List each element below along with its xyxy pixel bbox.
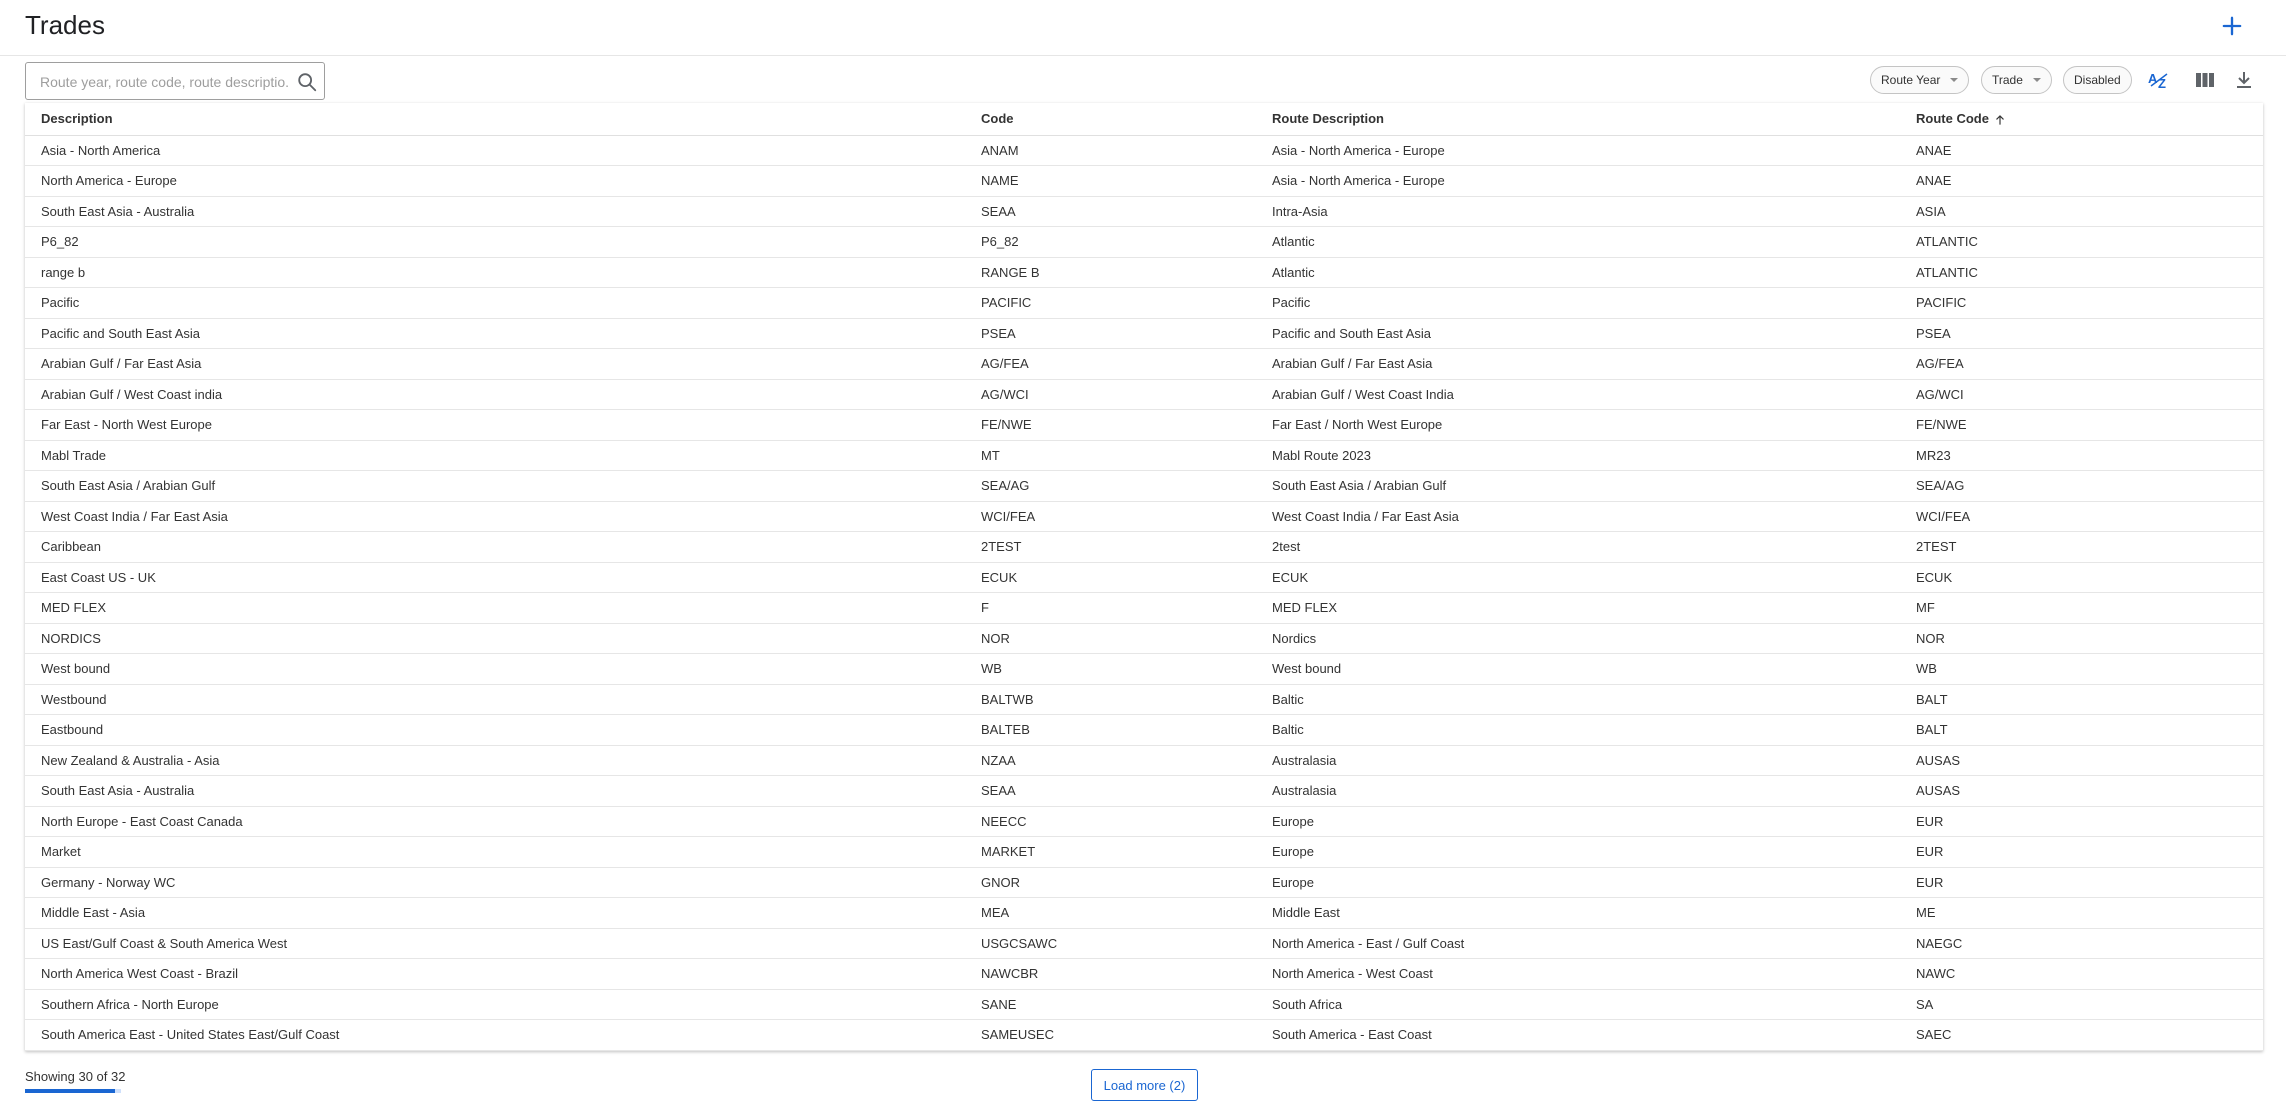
cell-description: North Europe - East Coast Canada — [25, 806, 965, 837]
table-row[interactable] — [25, 806, 2263, 837]
cell-route-code: NOR — [1900, 623, 2263, 654]
table-row[interactable] — [25, 410, 2263, 441]
table-row[interactable] — [25, 715, 2263, 746]
cell-description: Caribbean — [25, 532, 965, 563]
cell-route-description: Pacific and South East Asia — [1256, 318, 1900, 349]
cell-description: P6_82 — [25, 227, 965, 258]
route-year-filter[interactable] — [1870, 66, 1969, 94]
search-field[interactable] — [25, 62, 325, 100]
cell-code: FE/NWE — [965, 410, 1256, 441]
cell-route-description: Australasia — [1256, 745, 1900, 776]
cell-route-description: South America - East Coast — [1256, 1020, 1900, 1051]
cell-route-description: Asia - North America - Europe — [1256, 135, 1900, 166]
disabled-filter-label: Disabled — [2074, 73, 2121, 87]
table-row[interactable] — [25, 745, 2263, 776]
cell-code: WCI/FEA — [965, 501, 1256, 532]
cell-description: New Zealand & Australia - Asia — [25, 745, 965, 776]
table-row[interactable] — [25, 562, 2263, 593]
table-header-row — [25, 103, 2263, 135]
cell-code: GNOR — [965, 867, 1256, 898]
cell-description: South America East - United States East/Gulf Coast — [25, 1020, 965, 1051]
cell-code: SEAA — [965, 776, 1256, 807]
cell-code: AG/FEA — [965, 349, 1256, 380]
cell-code: PSEA — [965, 318, 1256, 349]
column-header-route-description[interactable] — [1256, 103, 1900, 135]
table-row[interactable] — [25, 166, 2263, 197]
cell-route-code: BALT — [1900, 715, 2263, 746]
cell-code: MT — [965, 440, 1256, 471]
cell-route-code: ASIA — [1900, 196, 2263, 227]
cell-description: US East/Gulf Coast & South America West — [25, 928, 965, 959]
cell-description: Pacific — [25, 288, 965, 319]
cell-route-description: Europe — [1256, 837, 1900, 868]
cell-route-code: FE/NWE — [1900, 410, 2263, 441]
cell-route-code: SAEC — [1900, 1020, 2263, 1051]
table-row[interactable] — [25, 196, 2263, 227]
cell-code: F — [965, 593, 1256, 624]
cell-route-code: MR23 — [1900, 440, 2263, 471]
cell-description: Asia - North America — [25, 135, 965, 166]
cell-code: ECUK — [965, 562, 1256, 593]
chevron-down-icon — [2033, 78, 2041, 82]
cell-description: Mabl Trade — [25, 440, 965, 471]
cell-description: Middle East - Asia — [25, 898, 965, 929]
cell-route-description: Atlantic — [1256, 227, 1900, 258]
table-row[interactable] — [25, 623, 2263, 654]
table-row[interactable] — [25, 318, 2263, 349]
cell-code: BALTEB — [965, 715, 1256, 746]
cell-description: Pacific and South East Asia — [25, 318, 965, 349]
cell-route-description: Baltic — [1256, 715, 1900, 746]
cell-route-code: AUSAS — [1900, 745, 2263, 776]
cell-route-description: Mabl Route 2023 — [1256, 440, 1900, 471]
cell-route-description: Far East / North West Europe — [1256, 410, 1900, 441]
cell-description: West Coast India / Far East Asia — [25, 501, 965, 532]
table-row[interactable] — [25, 776, 2263, 807]
cell-route-description: Asia - North America - Europe — [1256, 166, 1900, 197]
cell-code: ANAM — [965, 135, 1256, 166]
cell-code: NZAA — [965, 745, 1256, 776]
cell-route-description: Europe — [1256, 867, 1900, 898]
cell-route-code: ANAE — [1900, 166, 2263, 197]
cell-code: WB — [965, 654, 1256, 685]
cell-description: Arabian Gulf / Far East Asia — [25, 349, 965, 380]
cell-description: MED FLEX — [25, 593, 965, 624]
cell-route-code: SEA/AG — [1900, 471, 2263, 502]
cell-route-description: West Coast India / Far East Asia — [1256, 501, 1900, 532]
cell-code: SANE — [965, 989, 1256, 1020]
table-row[interactable] — [25, 1020, 2263, 1051]
cell-route-description: Europe — [1256, 806, 1900, 837]
route-year-filter-label: Route Year — [1881, 73, 1941, 87]
chevron-down-icon — [1950, 78, 1958, 82]
cell-route-description: Atlantic — [1256, 257, 1900, 288]
cell-route-code: EUR — [1900, 806, 2263, 837]
cell-code: PACIFIC — [965, 288, 1256, 319]
table-row[interactable] — [25, 379, 2263, 410]
columns-icon — [2193, 68, 2217, 92]
search-input[interactable] — [40, 71, 290, 93]
cell-route-description: MED FLEX — [1256, 593, 1900, 624]
cell-route-description: Australasia — [1256, 776, 1900, 807]
cell-description: North America - Europe — [25, 166, 965, 197]
table-row[interactable] — [25, 989, 2263, 1020]
svg-text:A: A — [2148, 71, 2158, 86]
cell-route-description: South East Asia / Arabian Gulf — [1256, 471, 1900, 502]
cell-description: Southern Africa - North Europe — [25, 989, 965, 1020]
cell-route-description: Middle East — [1256, 898, 1900, 929]
cell-route-description: Pacific — [1256, 288, 1900, 319]
trade-filter-label: Trade — [1992, 73, 2023, 87]
trade-filter[interactable] — [1981, 66, 2052, 94]
cell-route-code: WCI/FEA — [1900, 501, 2263, 532]
cell-route-code: BALT — [1900, 684, 2263, 715]
cell-code: NEECC — [965, 806, 1256, 837]
cell-route-code: ATLANTIC — [1900, 257, 2263, 288]
cell-description: North America West Coast - Brazil — [25, 959, 965, 990]
cell-route-code: PACIFIC — [1900, 288, 2263, 319]
download-button[interactable] — [2232, 68, 2256, 92]
cell-description: Far East - North West Europe — [25, 410, 965, 441]
showing-count: Showing 30 of 32 — [25, 1069, 126, 1084]
cell-code: RANGE B — [965, 257, 1256, 288]
cell-description: Eastbound — [25, 715, 965, 746]
cell-route-description: Nordics — [1256, 623, 1900, 654]
cell-description: Market — [25, 837, 965, 868]
cell-code: BALTWB — [965, 684, 1256, 715]
cell-code: NAWCBR — [965, 959, 1256, 990]
cell-description: Westbound — [25, 684, 965, 715]
table-row[interactable] — [25, 501, 2263, 532]
cell-code: NOR — [965, 623, 1256, 654]
cell-code: MARKET — [965, 837, 1256, 868]
sort-az-button[interactable] — [2147, 68, 2171, 92]
column-header-label: Route Code — [1916, 110, 1989, 126]
cell-route-description: Arabian Gulf / Far East Asia — [1256, 349, 1900, 380]
cell-route-description: South Africa — [1256, 989, 1900, 1020]
table-row[interactable] — [25, 684, 2263, 715]
cell-route-description: 2test — [1256, 532, 1900, 563]
cell-route-code: NAEGC — [1900, 928, 2263, 959]
cell-route-code: SA — [1900, 989, 2263, 1020]
cell-route-code: AG/WCI — [1900, 379, 2263, 410]
table-row[interactable] — [25, 471, 2263, 502]
cell-code: SAMEUSEC — [965, 1020, 1256, 1051]
cell-route-code: ECUK — [1900, 562, 2263, 593]
table-row[interactable] — [25, 532, 2263, 563]
sort-az-icon — [2147, 68, 2171, 92]
cell-description: Arabian Gulf / West Coast india — [25, 379, 965, 410]
table-row[interactable] — [25, 837, 2263, 868]
cell-code: SEAA — [965, 196, 1256, 227]
column-header-label: Code — [981, 111, 1014, 127]
cell-route-code: AUSAS — [1900, 776, 2263, 807]
load-progress-bar — [25, 1089, 121, 1093]
cell-route-code: NAWC — [1900, 959, 2263, 990]
column-header-label: Description — [41, 111, 113, 127]
disabled-filter[interactable] — [2063, 66, 2132, 94]
cell-code: MEA — [965, 898, 1256, 929]
table-row[interactable] — [25, 227, 2263, 258]
cell-code: 2TEST — [965, 532, 1256, 563]
column-header-code[interactable] — [965, 103, 1256, 135]
search-icon[interactable] — [296, 71, 318, 93]
cell-route-description: Baltic — [1256, 684, 1900, 715]
cell-route-description: ECUK — [1256, 562, 1900, 593]
cell-description: East Coast US - UK — [25, 562, 965, 593]
download-icon — [2232, 68, 2256, 92]
table-row[interactable] — [25, 959, 2263, 990]
cell-route-code: ME — [1900, 898, 2263, 929]
cell-route-code: EUR — [1900, 867, 2263, 898]
page-title: Trades — [25, 10, 105, 40]
add-trade-button[interactable] — [2218, 12, 2246, 40]
page-header — [0, 0, 2286, 56]
cell-description: South East Asia - Australia — [25, 776, 965, 807]
table-row[interactable] — [25, 349, 2263, 380]
table-row[interactable] — [25, 654, 2263, 685]
column-header-label: Route Description — [1272, 111, 1384, 127]
table-row[interactable] — [25, 440, 2263, 471]
cell-description: South East Asia / Arabian Gulf — [25, 471, 965, 502]
cell-route-code: MF — [1900, 593, 2263, 624]
cell-route-description: North America - West Coast — [1256, 959, 1900, 990]
cell-route-description: North America - East / Gulf Coast — [1256, 928, 1900, 959]
table-row[interactable] — [25, 928, 2263, 959]
cell-description: South East Asia - Australia — [25, 196, 965, 227]
cell-code: USGCSAWC — [965, 928, 1256, 959]
table-row[interactable] — [25, 288, 2263, 319]
cell-code: AG/WCI — [965, 379, 1256, 410]
cell-description: West bound — [25, 654, 965, 685]
cell-route-description: West bound — [1256, 654, 1900, 685]
load-progress-fill — [25, 1089, 115, 1093]
cell-route-code: 2TEST — [1900, 532, 2263, 563]
cell-route-description: Intra-Asia — [1256, 196, 1900, 227]
cell-code: P6_82 — [965, 227, 1256, 258]
cell-code: NAME — [965, 166, 1256, 197]
cell-description: Germany - Norway WC — [25, 867, 965, 898]
svg-text:Z: Z — [2158, 76, 2166, 91]
table-row[interactable] — [25, 257, 2263, 288]
trades-table — [25, 103, 2263, 1051]
cell-route-code: ATLANTIC — [1900, 227, 2263, 258]
cell-route-code: WB — [1900, 654, 2263, 685]
cell-description: NORDICS — [25, 623, 965, 654]
cell-route-code: PSEA — [1900, 318, 2263, 349]
load-more-button[interactable]: Load more (2) — [1091, 1069, 1198, 1101]
arrow-up-icon[interactable] — [1993, 113, 2007, 127]
column-header-route-code[interactable] — [1900, 103, 2263, 135]
cell-description: range b — [25, 257, 965, 288]
plus-icon — [2218, 12, 2246, 40]
table-row[interactable] — [25, 593, 2263, 624]
cell-route-code: ANAE — [1900, 135, 2263, 166]
column-header-description[interactable] — [25, 103, 965, 135]
cell-route-code: AG/FEA — [1900, 349, 2263, 380]
table-row[interactable] — [25, 867, 2263, 898]
cell-route-description: Arabian Gulf / West Coast India — [1256, 379, 1900, 410]
cell-code: SEA/AG — [965, 471, 1256, 502]
table-row[interactable] — [25, 898, 2263, 929]
table-row[interactable] — [25, 135, 2263, 166]
columns-button[interactable] — [2193, 68, 2217, 92]
cell-route-code: EUR — [1900, 837, 2263, 868]
